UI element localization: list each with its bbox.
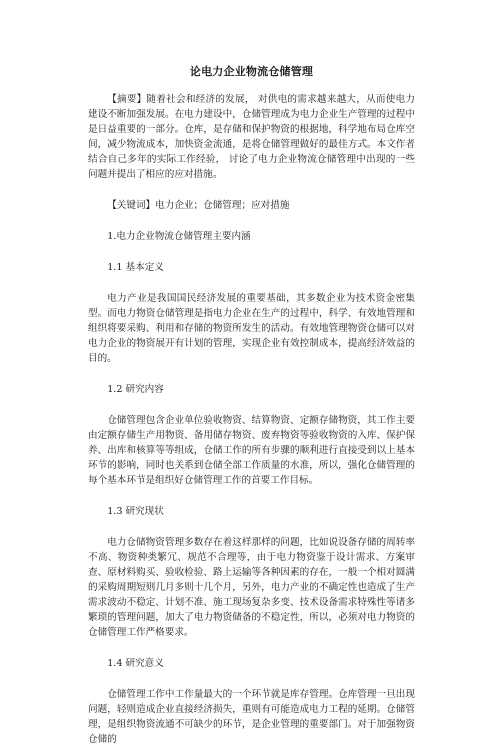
spacer [88, 488, 415, 504]
section-1-heading: 1.电力企业物流仓储管理主要内涵 [107, 231, 251, 242]
section-1-2-body: 仓储管理包含企业单位验收物资、结算物资、定额存储物资，其工作主要由定额存储生产用物资、备用储存物资、废弃物资等验收物资的入库、保护保养、出库和核算等等组成，仓储工作的所有步骤的顺利进行直接受到以上基本环节的影响，同时也关系到仓储全部工作质量的水准，所以，强化仓储管理的每个基本环节是组织好仓储管理工作的首要工作目标。 [88, 415, 415, 486]
abstract-paragraph: 【摘要】随着社会和经济的发展， 对供电的需求越来越大，从而使电力建设不断加强发展。在电力建设中，仓储管理成为电力企业生产管理的过程中是日益重要的一部分。仓库，是存储和保护物资的根据地，科学地布局仓库空间，减少物流成本，加快资金流通，是将仓储管理做好的最佳方式。本文作者结合自己多年的实际工作经验， 讨论了电力企业物流仓储管理中出现的一些问题并提出了相应的应对措施。 [88, 94, 415, 180]
spacer [88, 244, 415, 260]
section-1-1-heading: 1.1 基本定义 [107, 262, 164, 273]
section-1-3-heading: 1.3 研究现状 [107, 506, 164, 517]
keywords-paragraph: 【关键词】电力企业；仓储管理；应对措施 [107, 200, 290, 211]
spacer [88, 397, 415, 413]
section-1-4-heading: 1.4 研究意义 [107, 658, 164, 669]
section-1-2-heading: 1.2 研究内容 [107, 384, 164, 395]
document-page [88, 64, 415, 747]
section-1-3-body: 电力仓储物资管理多数存在着这样那样的问题，比如说设备存储的周转率不高、物资种类繁冗、规范不合理等，由于电力物资鉴于设计需求、方案审查、原材料购买、验收检验、路上运输等各种因素的存在，一般一个相对圆满的采购周期短则几月多则十几个月，另外，电力产业的不确定性也造成了生产需求波动不稳定、计划不准、施工现场复杂多变、技术设备需求特殊性等诸多繁琐的管理问题，加大了电力物资储备的不稳定性，所以，必须对电力物资的仓储管理工作严格要求。 [88, 537, 415, 638]
spacer [88, 182, 415, 198]
spacer [88, 640, 415, 656]
section-1-4-body: 仓储管理工作中工作量最大的一个环节就是库存管理。仓库管理一旦出现问题，轻则造成企业直接经济损失，重则有可能造成电力工程的延期。仓储管理，是组织物资流通不可缺少的环节，是企业管理的重要部门。对于加强物资仓储的 [88, 689, 415, 745]
spacer [88, 519, 415, 535]
document-title: 论电力企业物流仓储管理 [189, 65, 314, 78]
section-1-1-body: 电力产业是我国国民经济发展的重要基础，其多数企业为技术资金密集型。而电力物资仓储管理是指电力企业在生产的过程中，科学、有效地管理和组织将要采购、利用和存储的物资所发生的活动。有效地管理物资仓储可以对电力企业的物资展开有计划的管理，实现企业有效控制成本，提高经济效益的目的。 [88, 293, 415, 364]
spacer [88, 366, 415, 382]
spacer [88, 671, 415, 687]
spacer [88, 213, 415, 229]
spacer [88, 275, 415, 291]
